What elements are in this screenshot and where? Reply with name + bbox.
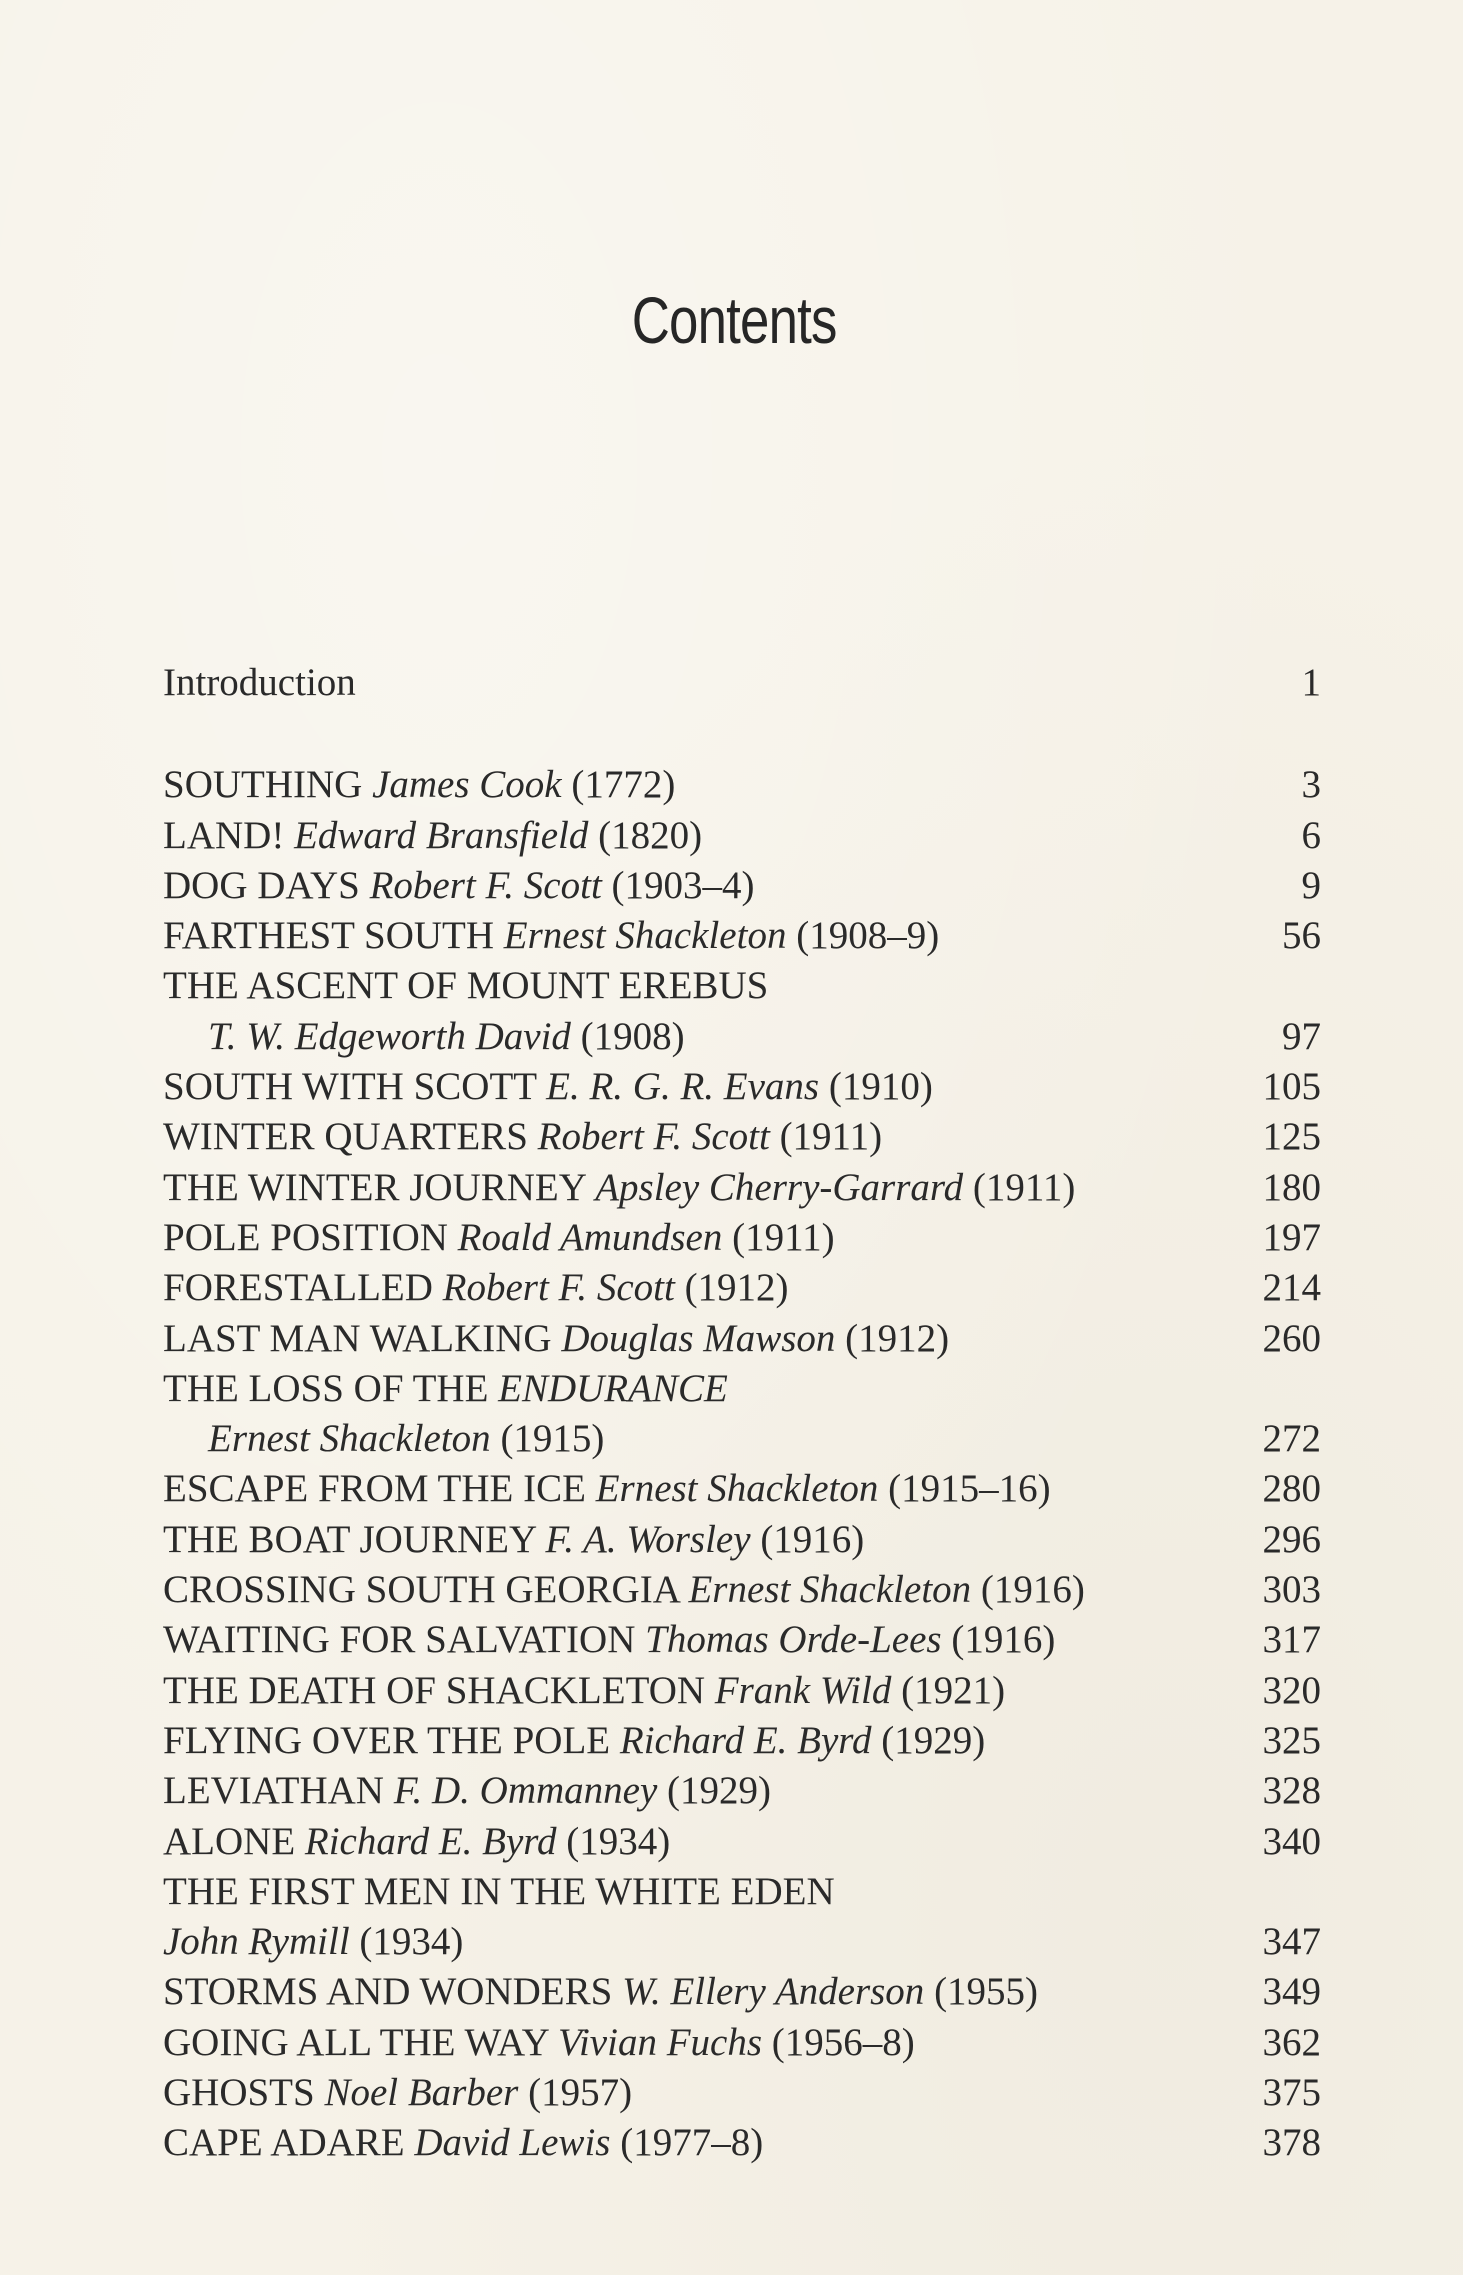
toc-entry-author: David Lewis [414, 2121, 611, 2165]
toc-entry-year: (1916) [760, 1517, 865, 1561]
toc-entry-text [163, 1464, 1051, 1514]
toc-entry-author: Ernest Shackleton [503, 914, 787, 958]
toc-entry [163, 1062, 1321, 1112]
toc-entry [163, 1766, 1321, 1816]
toc-entry-title: FARTHEST SOUTH [163, 914, 495, 958]
toc-entry-text [163, 1615, 1055, 1665]
toc-entry-text [208, 1414, 604, 1464]
toc-entry [163, 2118, 1321, 2168]
toc-entry-author: Noel Barber [324, 2071, 519, 2115]
toc-entry [163, 1716, 1321, 1766]
toc-entry-author: Ernest Shackleton [595, 1467, 879, 1511]
toc-entry-author: Thomas Orde-Lees [645, 1618, 942, 1662]
toc-entry-text [163, 2118, 763, 2168]
toc-entry-author: Roald Amundsen [457, 1215, 723, 1259]
table-of-contents [163, 658, 1321, 2169]
toc-page-number: 97 [1282, 1014, 1321, 1058]
toc-entry-year: (1929) [667, 1769, 772, 1813]
toc-entry-text [163, 961, 768, 1011]
toc-entry-text [163, 1565, 1085, 1615]
toc-entry-text [163, 1062, 933, 1112]
toc-entry-year: (1915) [500, 1417, 605, 1461]
toc-entry [163, 2018, 1321, 2068]
toc-entry [163, 1615, 1321, 1665]
toc-entry-text [163, 1666, 1005, 1716]
toc-entry-year: (1903–4) [611, 863, 755, 907]
toc-entry-title: ESCAPE FROM THE ICE [163, 1467, 586, 1511]
toc-entry-author: Apsley Cherry-Garrard [595, 1165, 964, 1209]
toc-entry [163, 1012, 1321, 1062]
toc-entry [163, 1565, 1321, 1615]
toc-entry-author: ENDURANCE [498, 1366, 728, 1410]
toc-entry-year: (1908–9) [796, 914, 940, 958]
toc-entry-text [208, 1012, 685, 1062]
toc-entry-title: SOUTHING [163, 763, 363, 807]
toc-page-number: 125 [1262, 1115, 1321, 1159]
toc-entry-text [163, 1867, 835, 1917]
toc-page-number: 296 [1262, 1517, 1321, 1561]
toc-entry-title: SOUTH WITH SCOTT [163, 1065, 537, 1109]
toc-page-number: 378 [1262, 2121, 1321, 2165]
toc-entry-author: Edward Bransfield [294, 813, 589, 857]
toc-entry-text [163, 1716, 985, 1766]
toc-entry [163, 1464, 1321, 1514]
toc-entry-author: James Cook [372, 763, 562, 807]
toc-entry [163, 811, 1321, 861]
toc-page-number: 280 [1262, 1467, 1321, 1511]
toc-entry-author: Frank Wild [714, 1668, 892, 1712]
toc-entry-author: F. A. Worsley [545, 1517, 751, 1561]
toc-entry-title: FORESTALLED [163, 1266, 433, 1310]
toc-entry-text [163, 2068, 632, 2118]
toc-entry [163, 1867, 1321, 1917]
toc-entry-title: STORMS AND WONDERS [163, 1970, 613, 2014]
toc-entry-year: (1955) [934, 1970, 1039, 2014]
toc-entry-year: (1916) [951, 1618, 1056, 1662]
toc-entry-title: LEVIATHAN [163, 1769, 384, 1813]
toc-entry-title: GHOSTS [163, 2071, 315, 2115]
toc-entry-text [163, 1967, 1038, 2017]
toc-entry-title: DOG DAYS [163, 863, 360, 907]
toc-entry-year: (1820) [598, 813, 703, 857]
toc-entry-introduction [163, 658, 1321, 708]
toc-entry-title: CROSSING SOUTH GEORGIA [163, 1568, 679, 1612]
toc-entry-year: (1911) [732, 1215, 835, 1259]
toc-page-number: 260 [1262, 1316, 1321, 1360]
toc-entry-title: WAITING FOR SALVATION [163, 1618, 636, 1662]
toc-entry-author: Ernest Shackleton [688, 1568, 972, 1612]
toc-entry [163, 1213, 1321, 1263]
toc-entry [163, 1917, 1321, 1967]
toc-entry [163, 2068, 1321, 2118]
toc-entry-author: Richard E. Byrd [619, 1718, 872, 1762]
toc-page-number: 56 [1282, 914, 1321, 958]
toc-page-number: 214 [1262, 1266, 1321, 1310]
toc-page-number: 197 [1262, 1215, 1321, 1259]
toc-entry [163, 1666, 1321, 1716]
toc-page-number: 303 [1262, 1568, 1321, 1612]
toc-entry-author: Robert F. Scott [537, 1115, 770, 1159]
toc-entry-year: (1957) [528, 2071, 633, 2115]
toc-entry-author: Robert F. Scott [369, 863, 602, 907]
toc-entry-author: Richard E. Byrd [304, 1819, 557, 1863]
toc-entry-author: Ernest Shackleton [208, 1417, 491, 1461]
toc-entry [163, 861, 1321, 911]
toc-entry [163, 1817, 1321, 1867]
toc-page-number: 9 [1301, 863, 1321, 907]
toc-entry-title: LAST MAN WALKING [163, 1316, 552, 1360]
toc-entry-text [163, 1515, 864, 1565]
toc-entry-author: W. Ellery Anderson [622, 1970, 925, 2014]
toc-entry-text [163, 1263, 789, 1313]
toc-entry-text [163, 1112, 882, 1162]
toc-entry-text [163, 1766, 771, 1816]
toc-page-number: 328 [1262, 1769, 1321, 1813]
toc-entry-title: GOING ALL THE WAY [163, 2020, 549, 2064]
toc-entry-text [163, 1163, 1075, 1213]
toc-entry-title: ALONE [163, 1819, 296, 1863]
toc-entry-text [163, 1817, 670, 1867]
toc-entry-author: T. W. Edgeworth David [208, 1014, 571, 1058]
toc-entry [163, 1967, 1321, 2017]
toc-entry-title: CAPE ADARE [163, 2121, 405, 2165]
toc-entry-year: (1956–8) [771, 2020, 915, 2064]
toc-page-number: 340 [1262, 1819, 1321, 1863]
toc-entry-title: LAND! [163, 813, 285, 857]
toc-entry [163, 961, 1321, 1011]
toc-page-number: 180 [1262, 1165, 1321, 1209]
toc-entry-title: THE ASCENT OF MOUNT EREBUS [163, 964, 769, 1008]
toc-page-number: 6 [1301, 813, 1321, 857]
toc-entry-author: E. R. G. R. Evans [546, 1065, 820, 1109]
toc-page-number: 3 [1301, 763, 1321, 807]
toc-page-number: 320 [1262, 1668, 1321, 1712]
toc-page-number: 272 [1262, 1417, 1321, 1461]
toc-entry-year: (1916) [980, 1568, 1085, 1612]
toc-entry-text [163, 1314, 949, 1364]
toc-entry-year: (1921) [901, 1668, 1006, 1712]
toc-page-number: 317 [1262, 1618, 1321, 1662]
toc-entry-text [163, 2018, 915, 2068]
toc-entry-text [163, 760, 675, 810]
page-title: Contents [631, 283, 837, 357]
toc-entry-title: FLYING OVER THE POLE [163, 1718, 611, 1762]
toc-entry-author: Robert F. Scott [442, 1266, 675, 1310]
toc-entry-text [163, 861, 755, 911]
toc-entry-year: (1911) [779, 1115, 883, 1159]
toc-entry-title: WINTER QUARTERS [163, 1115, 528, 1159]
toc-entries-list [163, 760, 1321, 2168]
toc-entry [163, 1364, 1321, 1414]
toc-entry-title: THE LOSS OF THE [163, 1366, 489, 1410]
toc-entry-title: THE DEATH OF SHACKLETON [163, 1668, 706, 1712]
toc-entry-year: (1912) [845, 1316, 950, 1360]
toc-entry [163, 1314, 1321, 1364]
toc-entry [163, 911, 1321, 961]
toc-entry [163, 1263, 1321, 1313]
toc-entry-author: Douglas Mawson [561, 1316, 836, 1360]
toc-page-number: 347 [1262, 1920, 1321, 1964]
toc-entry [163, 1112, 1321, 1162]
toc-entry-year: (1934) [566, 1819, 671, 1863]
toc-page-number: 1 [1301, 661, 1321, 704]
toc-entry-year: (1911) [972, 1165, 1076, 1209]
toc-page-number: 349 [1262, 1970, 1321, 2014]
toc-entry-title: THE BOAT JOURNEY [163, 1517, 536, 1561]
toc-entry-year: (1934) [359, 1920, 464, 1964]
toc-entry-text [163, 911, 939, 961]
toc-entry-author: John Rymill [163, 1920, 350, 1964]
toc-entry-author: F. D. Ommanney [393, 1769, 658, 1813]
toc-entry-text [163, 1917, 463, 1967]
toc-entry-year: (1912) [684, 1266, 789, 1310]
toc-entry-text [163, 1213, 835, 1263]
toc-entry-text [163, 1364, 728, 1414]
toc-entry-text [163, 811, 702, 861]
toc-entry [163, 1414, 1321, 1464]
toc-entry-year: (1908) [580, 1014, 685, 1058]
toc-page-number: 105 [1262, 1065, 1321, 1109]
toc-entry-year: (1772) [571, 763, 676, 807]
toc-entry-title: THE FIRST MEN IN THE WHITE EDEN [163, 1869, 835, 1913]
toc-entry-title: THE WINTER JOURNEY [163, 1165, 586, 1209]
toc-entry [163, 1515, 1321, 1565]
toc-entry [163, 1163, 1321, 1213]
toc-page-number: 325 [1262, 1718, 1321, 1762]
toc-page-number: 362 [1262, 2020, 1321, 2064]
toc-entry-title: Introduction [163, 661, 356, 704]
toc-entry-year: (1915–16) [888, 1467, 1051, 1511]
toc-page-number: 375 [1262, 2071, 1321, 2115]
toc-entry-year: (1929) [881, 1718, 986, 1762]
toc-entry-year: (1910) [828, 1065, 933, 1109]
toc-entry-author: Vivian Fuchs [558, 2020, 763, 2064]
toc-entry-title: POLE POSITION [163, 1215, 448, 1259]
toc-entry-year: (1977–8) [620, 2121, 764, 2165]
toc-entry [163, 760, 1321, 810]
